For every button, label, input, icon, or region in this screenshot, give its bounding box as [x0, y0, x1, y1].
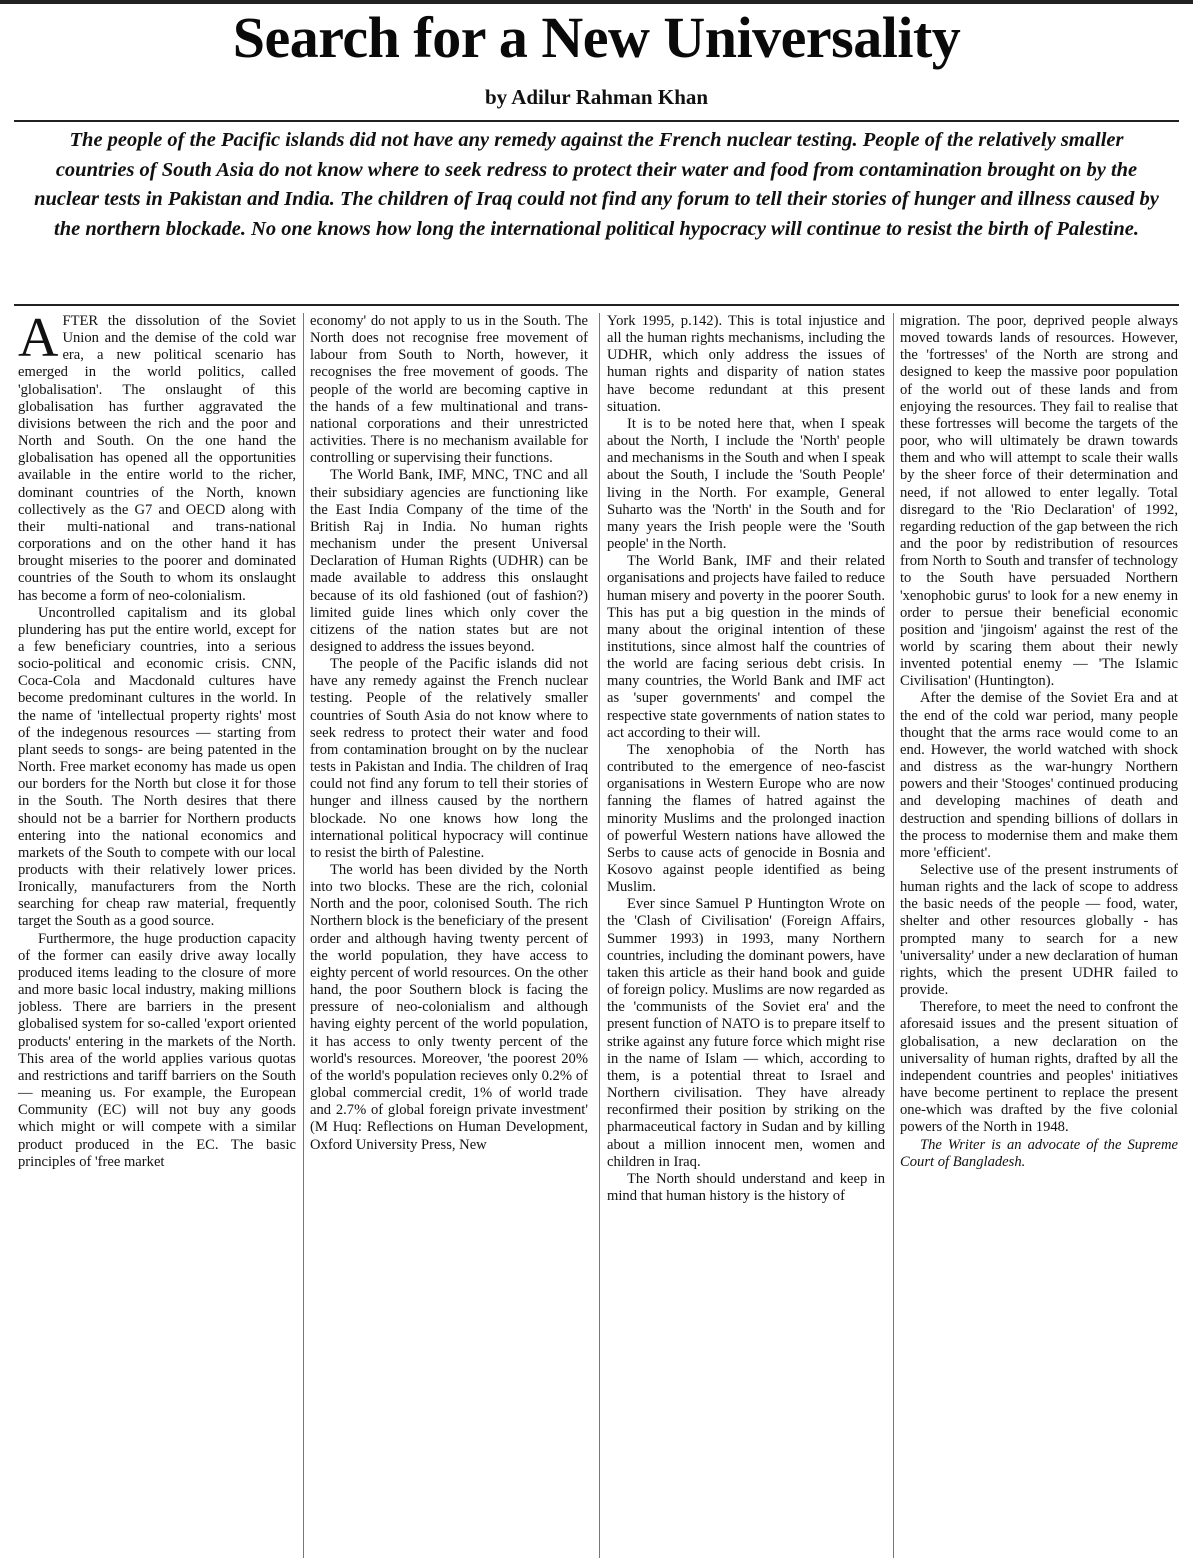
column-divider — [893, 313, 894, 1558]
paragraph: The World Bank, IMF, MNC, TNC and all their subsidiary agencies are functioning like the East India Company of the time of the British Raj in India. No human rights mechanism under the present Universal Declaration of Human Rights (UDHR) can be made available to address this onslaught because of its old fashioned (out of fashion?) limited guide lines which only cover the citizens of the nation states but are not designed to address the issues beyond. — [310, 467, 588, 655]
author-note: The Writer is an advocate of the Supreme Court of Bangladesh. — [900, 1136, 1178, 1170]
article-body — [10, 313, 1182, 1558]
paragraph: Therefore, to meet the need to confront the aforesaid issues and the present situation of globalisation, a new declaration on the universality of human rights, drafted by all the independent countries and peoples' initiatives have become pertinent to replace the present one-which was drafted by the five colonial powers of the North in 1948. — [900, 999, 1178, 1136]
deck-bottom-rule — [14, 304, 1179, 306]
headline: Search for a New Universality — [232, 5, 961, 70]
deck-top-rule — [14, 120, 1179, 122]
column-1 — [18, 313, 296, 1558]
paragraph: The North should understand and keep in mind that human history is the history of — [607, 1170, 885, 1204]
column-divider — [303, 313, 304, 1558]
paragraph: Furthermore, the huge production capacity of the former can easily drive away locally produced items leading to the closure of more and more basic local industry, making millions jobless. There are barriers in the present globalised system for so-called 'export oriented products' entering in the markets of the North. This area of the world applies various quotas and restrictions and tariff barriers on the South — meaning us. For example, the European Community (EC) will not buy any goods which might or will compete with a similar product produced in the EC. The basic principles of 'free market — [18, 930, 296, 1170]
byline: by Adilur Rahman Khan — [484, 85, 709, 109]
top-border — [0, 0, 1193, 4]
paragraph: economy' do not apply to us in the South. The North does not recognise free movement of labour from South to North, however, it recognises the free movement of goods. The people of the world are becoming captive in the hands of a few multinational and trans-national corporations and their unrestricted activities. There is no mechanism available for controlling or supervising their functions. — [310, 313, 588, 467]
paragraph: Uncontrolled capitalism and its global plundering has put the entire world, except for a few beneficiary countries, into a serious socio-political and economic crisis. CNN, Coca-Cola and Macdonald cultures have become predominant cultures in the world. In the name of 'intellectual property rights' most of the indegenous resources — starting from plant seeds to songs- are being patented in the North. Free market economy has made us open our borders for the North but close it for those in the South. The North desires that there should not be a barrier for Northern products entering into the national economics and markets of the South to compete with our local products with their relatively lower prices. Ironically, manufacturers from the North searching for cheap raw material, frequently target the South as a good source. — [18, 604, 296, 930]
deck-summary: The people of the Pacific islands did not have any remedy against the French nuclear testing. People of the relatively smaller countries of South Asia do not know where to seek redress to protect their water and food from contamination brought on by the nuclear tests in Pakistan and India. The children of Iraq could not find any forum to tell their stories of hunger and illness caused by the northern blockade. No one knows how long the international political hypocracy will continue to resist the birth of Palestine. — [34, 129, 1159, 240]
column-divider — [599, 313, 600, 1558]
paragraph: It is to be noted here that, when I speak about the North, I include the 'North' people and mechanisms in the South and when I speak about the South, I include the 'South People' living in the North. For example, General Suharto was the 'North' in the South and for many years the Irish people were the 'South people' in the North. — [607, 415, 885, 553]
paragraph: Ever since Samuel P Huntington Wrote on the 'Clash of Civilisation' (Foreign Affairs, Summer 1993) in 1993, many Northern countries, including the dominant powers, have taken this article as their hand book and guide of foreign policy. Muslims are now regarded as the 'communists of the Soviet era' and the present function of NATO is to prepare itself to strike against any future force which might rise in the name of Islam — which, according to them, is a potential threat to Israel and Northern civilisation. They have already reconfirmed their position by striking on the pharmaceutical factory in Sudan and by killing about a million innocent men, women and children in Iraq. — [607, 896, 885, 1170]
column-4 — [900, 313, 1178, 1558]
paragraph: AFTER the dissolution of the Soviet Union and the demise of the cold war era, a new political scenario has emerged in the world politics, called 'globalisation'. The onslaught of this globalisation has further aggravated the divisions between the rich and the poor and North and South. On the one hand the globalisation has opened all the opportunities available in the entire world to the richer, dominant countries of the North, known collectively as the G7 and OECD along with their multi-national and trans-national corporations and on the other hand it has brought miseries to the poorer and dominated countries of the South to whom its onslaught has become a form of neo-colonialism. — [18, 313, 296, 604]
paragraph: The xenophobia of the North has contributed to the emergence of neo-fascist organisations in Western Europe who are now fanning the flames of hatred against the minority Muslims and the prolonged inaction of powerful Western nations have allowed the Serbs to cause acts of genocide in Bosnia and Kosovo against people identified as being Muslim. — [607, 741, 885, 896]
paragraph: Selective use of the present instruments of human rights and the lack of scope to address the basic needs of the people — food, water, shelter and other resources globally - has prompted many to search for a new 'universality' under a new declaration of human rights, which the present UDHR failed to provide. — [900, 862, 1178, 999]
column-2 — [310, 313, 588, 1558]
drop-cap: A — [18, 313, 59, 369]
paragraph: The world has been divided by the North into two blocks. These are the rich, colonial North and the poor, colonised South. The rich Northern block is the beneficiary of the present order and although having twenty percent of the world population, they have access to eighty percent of world resources. On the other hand, the poor Southern block is facing the pressure of neo-colonialism and although having eighty percent of the world population, it has access to only twenty percent of the world's resources. Moreover, 'the poorest 20% of the world's population recieves only 0.2% of global commercial credit, 1% of world trade and 2.7% of global foreign private investment' (M Huq: Reflections on Human Development, Oxford University Press, New — [310, 862, 588, 1153]
paragraph: The people of the Pacific islands did not have any remedy against the French nuclear testing. People of the relatively smaller countries of South Asia do not know where to seek redress to protect their water and food from contamination brought on by the nuclear tests in Pakistan and India. The children of Iraq could not find any forum to tell their stories of hunger and illness caused by the northern blockade. No one knows how long the international political hypocracy will continue to resist the birth of Palestine. — [310, 656, 588, 861]
paragraph: The World Bank, IMF and their related organisations and projects have failed to reduce human misery and poverty in the poorer South. This has put a big question in the minds of many about the original intention of these institutions, since almost half the countries of the world are facing serious debt crisis. In many countries, the World Bank and IMF act as 'super governments' and compel the respective state governments of nation states to act according to their will. — [607, 553, 885, 741]
paragraph: migration. The poor, deprived people always moved towards lands of resources. However, the 'fortresses' of the North are strong and designed to keep the massive poor population of the world out of these lands and from enjoying the resources. They fail to realise that these fortresses will become the targets of the poor, who will ultimately be drawn towards them and who will attempt to scale their walls by the sheer force of their determination and need, if not allowed to enter legally. Total disregard to the 'Rio Declaration' of 1992, regarding reduction of the gap between the rich and the poor by redistribution of resources from North to South and transfer of technology to the South have persuaded Northern 'xenophobic gurus' to look for a new enemy in order to persue their beneficial economic position and 'jingoism' against the rest of the world by scaring them about their newly invented potential enemy — 'The Islamic Civilisation' (Huntington). — [900, 313, 1178, 690]
paragraph: After the demise of the Soviet Era and at the end of the cold war period, many people thought that the arms race would come to an end. However, the world watched with shock and distress as the war-hungry Northern powers and their 'Stooges' continued producing and developing machines of death and destruction and spending billions of dollars in the process to modernise them and make them more 'efficient'. — [900, 690, 1178, 861]
paragraph: York 1995, p.142). This is total injustice and all the human rights mechanisms, including the UDHR, which only address the issues of human rights and disparity of nation states have become redundant at this present situation. — [607, 313, 885, 415]
column-3 — [607, 313, 885, 1558]
